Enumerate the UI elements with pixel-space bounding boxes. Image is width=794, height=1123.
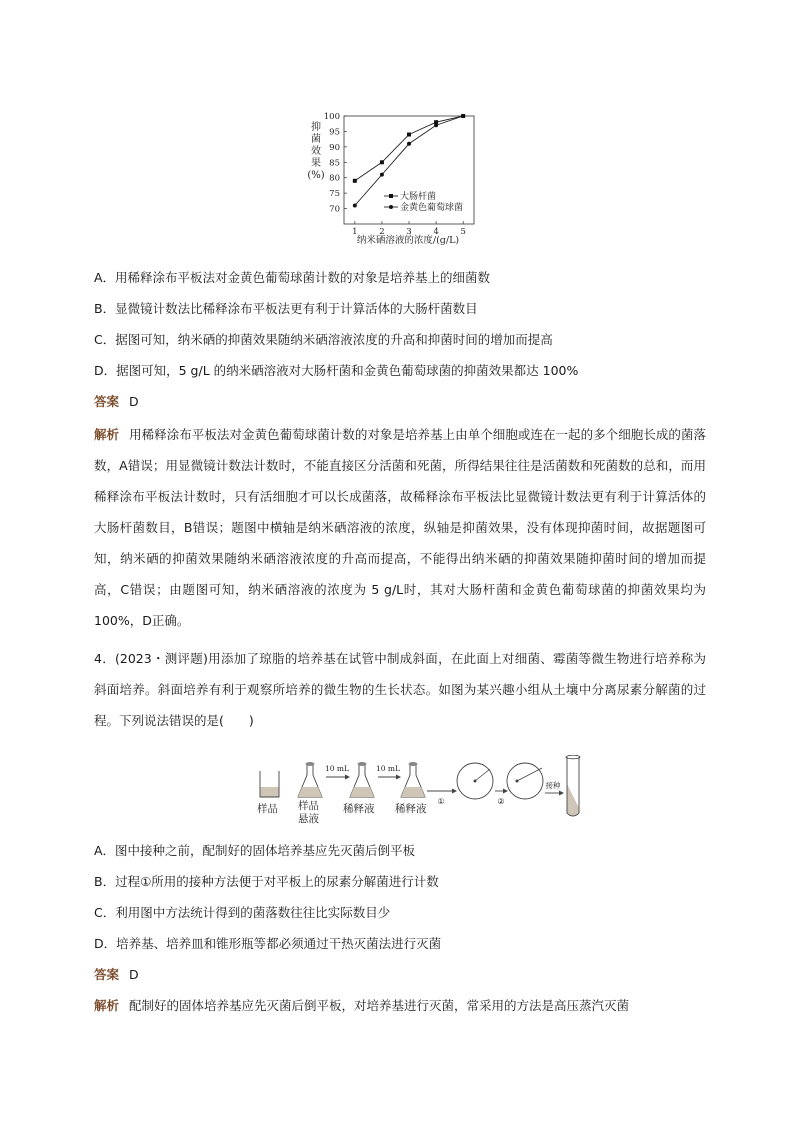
y-label-char: 果 (311, 158, 321, 169)
figure-captions (257, 800, 547, 830)
q3-option-a: A．用稀释涂布平板法对金黄色葡萄球菌计数的对象是培养基上的细菌数 (94, 270, 491, 285)
legend (384, 190, 463, 213)
flask-diluent-2 (401, 762, 425, 797)
series-line-1 (355, 116, 463, 181)
y-tick-label: 95 (329, 127, 340, 138)
volume-label-1: 10 mL (324, 764, 350, 773)
data-point-circle (434, 123, 438, 127)
step-1-label: ① (437, 797, 445, 806)
q3-analysis (94, 419, 706, 636)
data-point-circle (461, 114, 465, 118)
x-axis-label: 纳米硒溶液的浓度/(g/L) (356, 235, 460, 246)
data-point-circle (353, 203, 357, 207)
q3-option-b: B．显微镜计数法比稀释涂布平板法更有利于计算活体的大肠杆菌数目 (94, 301, 478, 316)
y-label-char: 抑 (311, 122, 321, 133)
answer-label: 答案 (94, 967, 120, 982)
caption-suspension-1: 样品 (298, 800, 319, 812)
sample-beaker (260, 771, 279, 797)
x-tick-label: 5 (460, 227, 466, 237)
y-label-char: 效 (311, 146, 321, 157)
y-tick-label: 75 (329, 189, 340, 200)
answer-value: D (129, 394, 139, 409)
y-tick-label: 80 (329, 173, 340, 184)
caption-diluent-1: 稀释液 (343, 803, 375, 815)
inoculate-label: 接种 (545, 781, 561, 790)
caption-diluent-2: 稀释液 (395, 803, 427, 815)
tube-svg (545, 755, 585, 821)
q4-option-a: A．图中接种之前，配制好的固体培养基应先灭菌后倒平板 (94, 843, 416, 858)
analysis-text: 配制好的固体培养基应先灭菌后倒平板，对培养基进行灭菌，常采用的方法是高压蒸汽灭菌 (129, 998, 630, 1013)
antibacterial-chart (306, 108, 482, 248)
data-point-square (353, 179, 357, 183)
analysis-label: 解析 (94, 998, 120, 1013)
x-tick-label: 3 (406, 227, 412, 237)
slant-test-tube (566, 755, 580, 816)
y-label-char: (%) (307, 170, 325, 181)
x-tick-label: 4 (433, 227, 439, 237)
data-point-circle (407, 142, 411, 146)
analysis-label: 解析 (94, 427, 120, 442)
q3-option-d: D．据图可知，5 g/L 的纳米硒溶液对大肠杆菌和金黄色葡萄球菌的抑菌效果都达 100% (94, 363, 579, 378)
y-tick-label: 85 (329, 158, 340, 169)
y-ticks (324, 112, 347, 215)
volume-label-2: 10 mL (375, 764, 401, 773)
y-label-char: 菌 (311, 134, 321, 145)
q4-analysis (94, 996, 629, 1016)
y-axis-label (307, 120, 324, 181)
q3-answer (94, 392, 139, 412)
data-point-circle (380, 173, 384, 177)
flask-suspension (298, 762, 322, 797)
legend-marker-square (389, 194, 393, 198)
step-2-label: ② (497, 797, 505, 806)
data-point-square (407, 133, 411, 137)
slant-tube-area (545, 755, 585, 821)
q4-stem: 4．(2023・测评题)用添加了琼脂的培养基在试管中制成斜面，在此面上对细菌、霉菌等微生物进行培养称为斜面培养。斜面培养有利于观察所培养的微生物的生长状态。如图为某兴趣小组从土壤中分离尿素分解菌的过程。下列说法错误的是( ) (94, 651, 706, 728)
legend-label: 金黄色葡萄球菌 (400, 203, 464, 213)
analysis-text: 用稀释涂布平板法对金黄色葡萄球菌计数的对象是培养基上由单个细胞或连在一起的多个细胞长成的菌落数，A错误；用显微镜计数法计数时，不能直接区分活菌和死菌，所得结果往往是活菌数和死菌数的总和，而用稀释涂布平板法计数时，只有活细胞才可以长成菌落，故稀释涂布平板法比显微镜计数法更有利于计算活体的大肠杆菌数目，B错误；题图中横轴是纳米硒溶液的浓度，纵轴是抑菌效果，没有体现抑菌时间，故据题图可知，纳米硒的抑菌效果随纳米硒溶液浓度的升高而提高，不能得出纳米硒的抑菌效果随抑菌时间的增加而提高，C错误；由题图可知，纳米硒溶液的浓度为 5 g/L时，其对大肠杆菌和金黄色葡萄球菌的抑菌效果均为 100%，D正确。 (94, 427, 706, 628)
y-tick-label: 70 (329, 204, 340, 215)
flask-diluent-1 (350, 762, 374, 797)
legend-marker-circle (389, 205, 393, 209)
q3-option-c: C．据图可知，纳米硒的抑菌效果随纳米硒溶液浓度的升高和抑菌时间的增加而提高 (94, 332, 553, 347)
answer-value: D (129, 967, 139, 982)
q4-answer (94, 965, 139, 985)
q4-option-d: D．培养基、培养皿和锥形瓶等都必须通过干热灭菌法进行灭菌 (94, 936, 442, 951)
caption-sample: 样品 (257, 803, 278, 815)
y-tick-label: 100 (323, 112, 340, 122)
legend-label: 大肠杆菌 (400, 192, 437, 202)
x-tick-label: 2 (379, 227, 385, 237)
plate-2 (507, 763, 543, 799)
q4-option-b: B．过程①所用的接种方法便于对平板上的尿素分解菌进行计数 (94, 874, 439, 889)
caption-suspension-2: 悬液 (298, 813, 319, 825)
plate-1 (457, 763, 493, 799)
chart-svg (306, 108, 482, 248)
y-tick-label: 90 (329, 142, 340, 153)
x-tick-label: 1 (352, 227, 358, 237)
data-point-square (380, 160, 384, 164)
q4-option-c: C．利用图中方法统计得到的菌落数往往比实际数目少 (94, 905, 391, 920)
answer-label: 答案 (94, 394, 120, 409)
